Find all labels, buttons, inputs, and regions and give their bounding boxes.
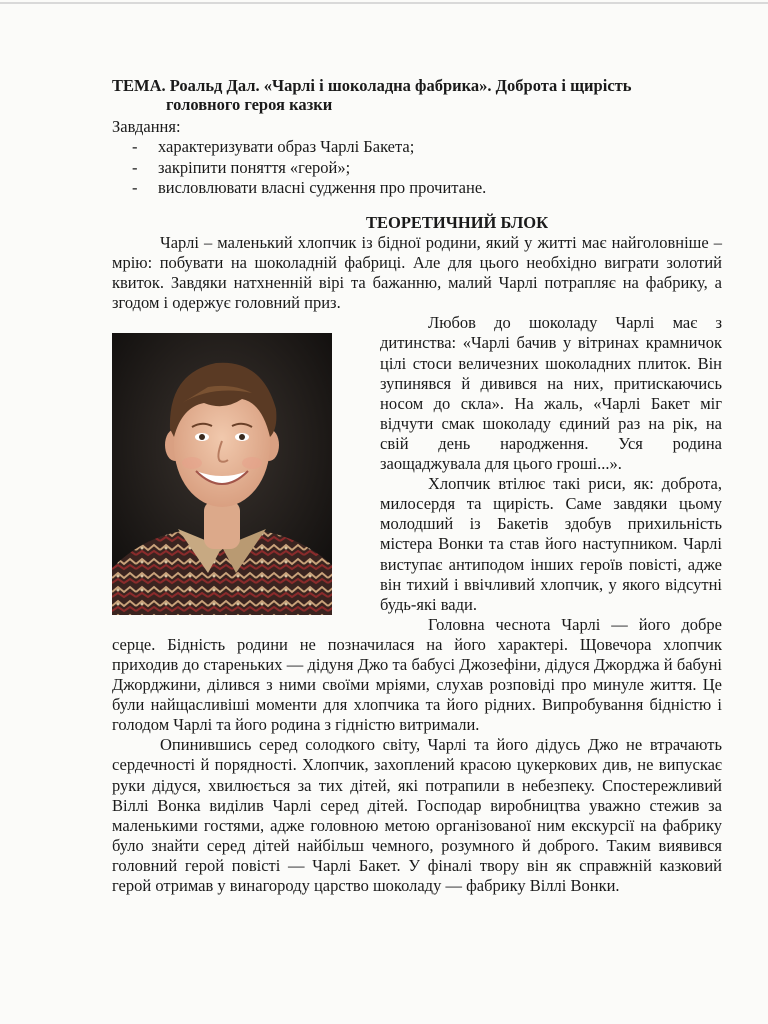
paragraph-1: Чарлі – маленький хлопчик із бідної родини, який у житті має найголовніше – мрію: побувати на шоколадній фабриці. Але для цього необхідно виграти золотий квиток. Завдяки натхненній вірі та бажанню, малий Чарлі потрапляє на фабрику, а згодом і одержує головний приз. (112, 233, 722, 313)
title-line-1: ТЕМА. Роальд Дал. «Чарлі і шоколадна фабрика». Доброта і щирість (112, 76, 632, 95)
tasks-list (130, 137, 486, 199)
paragraph-3: Хлопчик втілює такі риси, як: доброта, милосердя та щирість. Саме завдяки цьому молодший із Бакетів здобув прихильність містера Вонки та став його наступником. Чарлі виступає антиподом інших героїв повісті, адже він тихий і ввічливий хлопчик, у якого відсутні будь-які вади. (380, 474, 722, 614)
body-text (112, 233, 722, 896)
task-item: - закріпити поняття «герой»; (130, 158, 486, 179)
paragraph-4: Головна чеснота Чарлі — його добре серце. Бідність родини не позначилася на його характері. Щовечора хлопчик приходив до стареньких — дідуня Джо та бабусі Джозефіни, дідуся Джорджа й бабуні Джорджини, ділився з ними своїми мріями, слухав розповіді про минуле життя. Це були найщасливіші моменти для хлопчика та його рідних. Випробування бідністю і голодом Чарлі та його родина з гідністю витримали. (112, 614, 722, 735)
task-item: - висловлювати власні судження про прочитане. (130, 178, 486, 199)
section-heading: ТЕОРЕТИЧНИЙ БЛОК (366, 213, 549, 232)
tasks-label: Завдання: (112, 117, 181, 136)
task-item: - характеризувати образ Чарлі Бакета; (130, 137, 486, 158)
title-line-2: головного героя казки (166, 95, 333, 114)
paragraph-2: Любов до шоколаду Чарлі має з дитинства: «Чарлі бачив у вітринах крамничок цілі стоси величезних шоколадних плиток. Він зупинявся й дивився на них, притискаючись носом до скла». На жаль, «Чарлі Бакет міг відчути смак шоколаду єдиний раз на рік, на свій день народження. Уся родина заощаджувала для цього гроші...». (380, 313, 722, 474)
lesson-title (112, 76, 722, 114)
paragraph-5: Опинившись серед солодкого світу, Чарлі та його дідусь Джо не втрачають сердечності й порядності. Хлопчик, захоплений красою цукеркових див, не випускає руки дідуся, хвилюється за тих дітей, які потрапили в небезпеку. Спостережливий Віллі Вонка виділив Чарлі серед дітей. Господар виробництва уважно стежив за маленькими гостями, адже головною метою організованої ним екскурсії на фабрику було знайти серед дітей найбільш чемного, розумного й доброго. Таким виявився головний герой повісті — Чарлі Бакет. У фіналі твору він як справжній казковий герой отримав у винагороду царство шоколаду — фабрику Віллі Вонки. (112, 735, 722, 895)
scan-edge-line (0, 2, 768, 4)
charlie-portrait-photo (112, 333, 332, 615)
